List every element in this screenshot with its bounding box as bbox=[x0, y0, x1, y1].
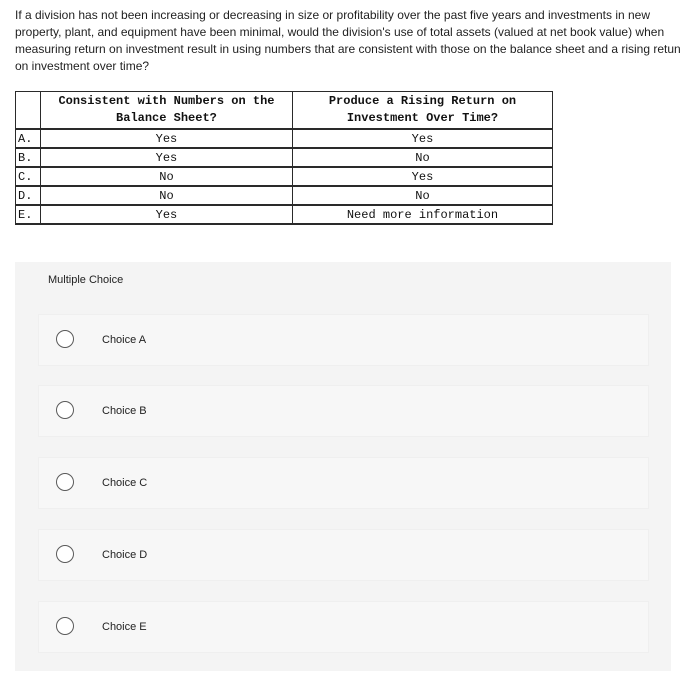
radio-button-icon[interactable] bbox=[56, 401, 74, 419]
cell-rising-roi: No bbox=[292, 186, 552, 205]
table-header-row bbox=[16, 92, 553, 130]
cell-rising-roi: Need more information bbox=[292, 205, 552, 224]
multiple-choice-panel bbox=[15, 262, 671, 671]
row-letter: A. bbox=[16, 129, 41, 148]
choice-c[interactable] bbox=[38, 457, 649, 509]
header-rising-roi: Produce a Rising Return on Investment Over Time? bbox=[292, 92, 552, 130]
cell-rising-roi: Yes bbox=[292, 167, 552, 186]
table-row bbox=[16, 205, 553, 224]
table-row bbox=[16, 167, 553, 186]
multiple-choice-label: Multiple Choice bbox=[48, 274, 124, 286]
cell-consistent: Yes bbox=[40, 129, 292, 148]
choice-b[interactable] bbox=[38, 385, 649, 437]
radio-button-icon[interactable] bbox=[56, 545, 74, 563]
choice-label: Choice B bbox=[102, 405, 147, 417]
choice-a[interactable] bbox=[38, 314, 649, 366]
answer-table bbox=[15, 91, 553, 225]
choice-d[interactable] bbox=[38, 529, 649, 581]
cell-rising-roi: No bbox=[292, 148, 552, 167]
cell-consistent: Yes bbox=[40, 148, 292, 167]
radio-button-icon[interactable] bbox=[56, 473, 74, 491]
cell-consistent: No bbox=[40, 167, 292, 186]
table-row bbox=[16, 129, 553, 148]
row-letter: C. bbox=[16, 167, 41, 186]
row-letter: D. bbox=[16, 186, 41, 205]
cell-consistent: Yes bbox=[40, 205, 292, 224]
header-consistent: Consistent with Numbers on the Balance Sheet? bbox=[40, 92, 292, 130]
row-letter: E. bbox=[16, 205, 41, 224]
choice-label: Choice D bbox=[102, 549, 148, 561]
choice-e[interactable] bbox=[38, 601, 649, 653]
radio-button-icon[interactable] bbox=[56, 330, 74, 348]
row-letter: B. bbox=[16, 148, 41, 167]
choice-label: Choice A bbox=[102, 334, 147, 346]
cell-rising-roi: Yes bbox=[292, 129, 552, 148]
table-row bbox=[16, 186, 553, 205]
question-text: If a division has not been increasing or decreasing in size or profitability over the past five years and investments in new property, plant, and equipment have been minimal, would the division's use of total assets (valued at net book value) when measuring return on investment result in using numbers that are consistent with those on the balance sheet and a rising retun on investment over time? bbox=[15, 8, 681, 73]
cell-consistent: No bbox=[40, 186, 292, 205]
radio-button-icon[interactable] bbox=[56, 617, 74, 635]
choice-label: Choice E bbox=[102, 621, 147, 633]
header-letter bbox=[16, 92, 41, 130]
choice-label: Choice C bbox=[102, 477, 148, 489]
table-row bbox=[16, 148, 553, 167]
